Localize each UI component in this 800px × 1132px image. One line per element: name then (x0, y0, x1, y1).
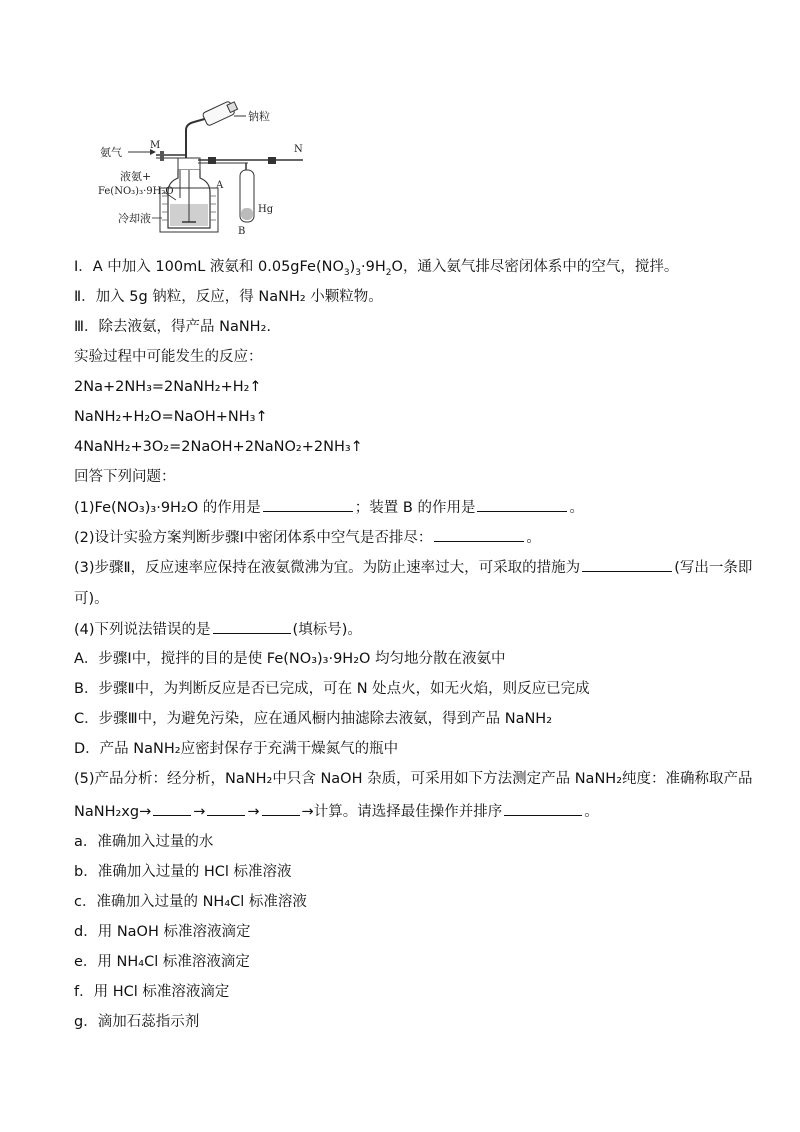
label-m: M (150, 140, 161, 151)
option-b: B．步骤Ⅱ中，为判断反应是否已完成，可在 N 处点火，如无火焰，则反应已完成 (74, 681, 590, 697)
label-n: N (294, 144, 303, 155)
label-liquid-2: Fe(NO₃)₃·9H₂O (98, 186, 174, 197)
question-4: (4)下列说法错误的是 (填标号)。 (74, 619, 362, 640)
step-2: Ⅱ．加入 5g 钠粒，反应，得 NaNH₂ 小颗粒物。 (74, 289, 383, 305)
reaction-1: 2Na+2NH₃=2NaNH₂+H₂↑ (74, 379, 262, 395)
answer-blank-5b[interactable] (207, 801, 245, 816)
operation-f: f．用 HCl 标准溶液滴定 (74, 984, 230, 1000)
operation-d: d．用 NaOH 标准溶液滴定 (74, 924, 251, 940)
answer-blank-5a[interactable] (153, 801, 191, 816)
question-5-line-2: NaNH₂xg→ → → →计算。请选择最佳操作并排序 。 (74, 801, 599, 822)
question-5-line-1: (5)产品分析：经分析，NaNH₂中只含 NaOH 杂质，可采用如下方法测定产品 NaNH₂纯度：准确称取产品 (74, 771, 753, 787)
option-a: A．步骤Ⅰ中，搅拌的目的是使 Fe(NO₃)₃·9H₂O 均匀地分散在液氨中 (74, 651, 506, 667)
answer-blank-1a[interactable] (263, 497, 353, 512)
question-1: (1)Fe(NO₃)₃·9H₂O 的作用是 ；装置 B 的作用是 。 (74, 497, 584, 518)
label-b: B (238, 226, 246, 237)
question-3-line-1: (3)步骤Ⅱ，反应速率应保持在液氨微沸为宜。为防止速率过大，可采取的措施为 (写出一条即 (74, 557, 752, 578)
operation-b: b．准确加入过量的 HCl 标准溶液 (74, 864, 292, 880)
operation-c: c．准确加入过量的 NH₄Cl 标准溶液 (74, 894, 307, 910)
label-hg: Hg (258, 204, 274, 215)
reactions-intro: 实验过程中可能发生的反应： (74, 349, 263, 365)
step-1: Ⅰ．A 中加入 100mL 液氨和 $0.05gFe(NO_3)_3\cdot 9H_2O$，通入氨气排尽密闭体系中的空气，搅拌。 (74, 259, 679, 278)
answer-blank-1b[interactable] (477, 497, 567, 512)
step-3: Ⅲ．除去液氨，得产品 NaNH₂. (74, 319, 272, 335)
question-2: (2)设计实验方案判断步骤Ⅰ中密闭体系中空气是否排尽： 。 (74, 527, 541, 548)
operation-a: a．准确加入过量的水 (74, 834, 214, 850)
label-sodium: 钠粒 (248, 110, 270, 123)
answer-blank-5d[interactable] (504, 801, 582, 816)
answer-blank-2[interactable] (434, 527, 524, 542)
option-d: D．产品 NaNH₂应密封保存于充满干燥氮气的瓶中 (74, 741, 399, 757)
answer-intro: 回答下列问题： (74, 469, 176, 485)
answer-blank-5c[interactable] (262, 801, 300, 816)
option-c: C．步骤Ⅲ中，为避免污染，应在通风橱内抽滤除去液氨，得到产品 NaNH₂ (74, 711, 553, 727)
apparatus-figure (98, 100, 308, 240)
reaction-2: NaNH₂+H₂O=NaOH+NH₃↑ (74, 409, 268, 425)
label-ammonia: 氨气 (100, 146, 122, 159)
label-coolant: 冷却液 (118, 212, 151, 225)
operation-g: g．滴加石蕊指示剂 (74, 1014, 200, 1030)
question-3-line-2: 可)。 (74, 591, 109, 607)
answer-blank-3[interactable] (582, 557, 672, 572)
label-a: A (216, 180, 224, 191)
label-liquid-1: 液氨+ (120, 170, 152, 183)
operation-e: e．用 NH₄Cl 标准溶液滴定 (74, 954, 250, 970)
answer-blank-4[interactable] (213, 619, 291, 634)
reaction-3: 4NaNH₂+3O₂=2NaOH+2NaNO₂+2NH₃↑ (74, 439, 363, 455)
